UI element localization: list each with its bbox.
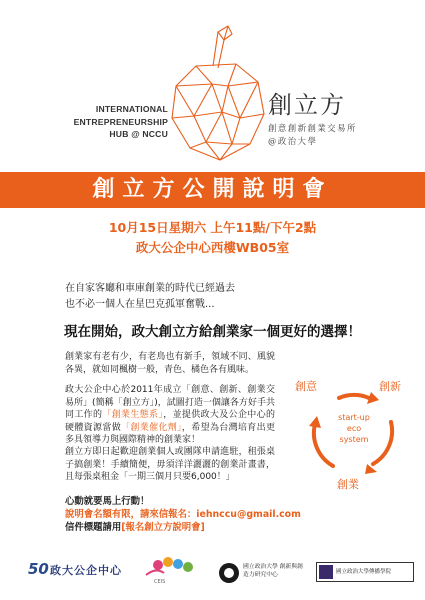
logo-nccu-creativity-center <box>218 560 306 586</box>
headline: 現在開始，政大創立方給創業家一個更好的選擇！ <box>64 324 361 340</box>
body-paragraph-2 <box>65 384 275 447</box>
nccu-seal-icon <box>218 562 240 584</box>
hub-line: HUB @ NCCU <box>109 129 168 140</box>
ecosystem-cycle-diagram <box>287 368 417 491</box>
logo-college-text: 國立政治大學傳播學院 <box>336 569 392 575</box>
cycle-center-text <box>321 412 387 445</box>
event-venue: 政大公企中心西樓WB05室 <box>135 240 290 255</box>
cycle-center-line: eco <box>346 424 362 433</box>
registration-email[interactable]: 說明會名額有限，請來信報名：iehnccu@gmail.com <box>65 509 301 520</box>
cycle-center-line: system <box>339 435 369 444</box>
email-subject-value: [報名創立方說明會] <box>121 522 205 533</box>
hub-line: ENTREPRENEURSHIP <box>73 116 168 127</box>
cycle-label-innovation: 創新 <box>379 380 401 393</box>
event-title-banner: 創立方公開說明會 <box>0 172 425 208</box>
logo-communication-college <box>316 562 414 582</box>
cycle-label-entrepreneurship: 創業 <box>337 478 359 491</box>
highlight-ecosystem: 「創業生態系」 <box>102 410 164 420</box>
college-emblem-icon <box>319 565 333 579</box>
body-text: ，並提供政大及公企中心的硬體資源當做 <box>65 410 275 433</box>
intro-line: 在自家客廳和車庫創業的時代已經過去 <box>65 283 235 294</box>
hub-line: INTERNATIONAL <box>95 104 168 114</box>
brand-name: 創立方 <box>268 91 346 119</box>
brand-subtitle: 創意創新創業交易所 <box>268 123 357 133</box>
logo-ceis <box>140 553 202 589</box>
event-date: 10月15日星期六 上午11點/下午2點 <box>108 220 317 235</box>
logo-geometric-fruit-icon <box>166 24 268 168</box>
logo-50-anniversary: 50 <box>28 560 49 578</box>
body-paragraph-1: 創業家有老有少，有老鳥也有新手，領域不同、風貌各異，就如同楓樹一般，青色、橘色各有風味。 <box>65 352 275 375</box>
intro-line: 也不必一個人在星巴克孤軍奮戰... <box>65 299 215 310</box>
email-subject-line <box>65 519 205 533</box>
logo-creativity-text: 國立政治大學 創新與創造力研究中心 <box>243 564 303 578</box>
body-paragraph-3: 創立方即日起歡迎創業個人或團隊申請進駐，租張桌子搞創業！手續簡便，毋須洋洋灑灑的創業計畫書，且每張桌租金「一期三個月只要6,000！」 <box>65 447 275 482</box>
email-subject-label: 信件標題請用 <box>65 522 122 533</box>
cta-line: 心動就要馬上行動！ <box>65 496 150 507</box>
body-text: 政大公企中心於2011年成立「創意、創新、創業交易所」(簡稱「創立方」)，試圖打造一個讓各方好手共同工作的 <box>65 385 275 420</box>
highlight-catalyst: 「創業催化劑」 <box>121 422 182 433</box>
logo-ceis-text: CEIS <box>154 579 166 585</box>
cycle-label-idea: 創意 <box>295 380 317 393</box>
logo-epc-text: 政大公企中心 <box>50 564 122 577</box>
ceis-icon <box>140 553 202 589</box>
hub-text-block <box>68 103 168 141</box>
body-text: ，希望為台灣培育出更多具領導力與國際精神的創業家！ <box>65 422 275 445</box>
brand-subtitle-school: @政治大學 <box>268 136 318 146</box>
logo-nccu-epc <box>28 556 140 586</box>
cycle-center-line: start-up <box>338 413 370 422</box>
